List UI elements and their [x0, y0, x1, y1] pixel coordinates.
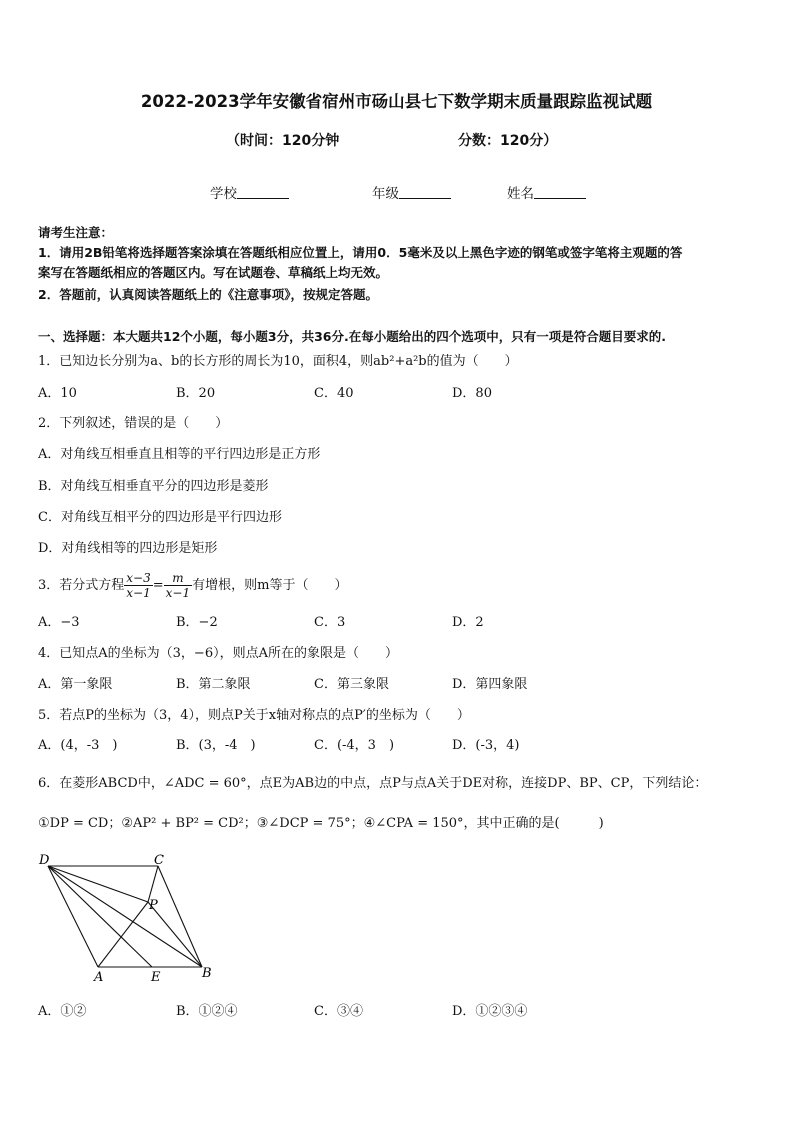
q4-stem: 4．已知点A的坐标为（3，−6），则点A所在的象限是（ ） — [38, 646, 398, 661]
edge-cb — [158, 866, 202, 967]
q3-option-c[interactable]: C．3 — [314, 615, 346, 630]
label-c: C — [154, 853, 164, 868]
school-field[interactable] — [210, 182, 289, 202]
q4-option-c[interactable]: C．第三象限 — [314, 677, 389, 692]
notice-item1-line2: 案写在答题纸相应的答题区内。写在试题卷、草稿纸上均无效。 — [38, 265, 389, 280]
q3-option-a[interactable]: A．−3 — [38, 615, 80, 630]
rhombus-figure — [34, 850, 224, 985]
label-a: A — [94, 970, 104, 985]
q5-option-a[interactable]: A．(4，-3 ) — [38, 738, 118, 753]
exam-title: 2022-2023学年安徽省宿州市砀山县七下数学期末质量跟踪监视试题 — [140, 92, 653, 111]
label-p: P — [149, 898, 158, 913]
q6-stem-line1: 6．在菱形ABCD中，∠ADC = 60°，点E为AB边的中点，点P与点A关于DE对称，连接DP、BP、CP，下列结论： — [38, 776, 708, 791]
q3-frac2-numerator: m — [164, 571, 192, 586]
segment-db — [48, 866, 202, 967]
q1-option-a[interactable]: A．10 — [38, 386, 77, 401]
q6-option-c[interactable]: C．③④ — [314, 1004, 363, 1019]
grade-field[interactable] — [372, 182, 451, 202]
q2-option-d[interactable]: D．对角线相等的四边形是矩形 — [38, 541, 218, 556]
q3-stem-prefix: 3．若分式方程 — [38, 578, 125, 593]
exam-time: （时间：120分钟 — [226, 133, 340, 149]
q5-option-b[interactable]: B．(3，-4 ) — [176, 738, 256, 753]
q3-frac1-numerator: x−3 — [126, 571, 151, 585]
q3-fraction-right — [164, 571, 192, 600]
q5-option-d[interactable]: D．(-3，4) — [452, 738, 520, 753]
q3-option-b[interactable]: B．−2 — [176, 615, 218, 630]
q1-stem: 1．已知边长分别为a、b的长方形的周长为10，面积4，则ab²+a²b的值为（ ） — [38, 354, 518, 369]
q5-option-c[interactable]: C．(-4，3 ) — [314, 738, 395, 753]
school-label: 学校 — [210, 186, 237, 202]
q4-option-a[interactable]: A．第一象限 — [38, 677, 113, 692]
school-blank[interactable] — [237, 186, 289, 199]
q3-stem — [38, 570, 347, 602]
q3-stem-suffix: 有增根，则m等于（ ） — [192, 578, 348, 593]
q5-stem: 5．若点P的坐标为（3，4），则点P关于x轴对称点的点P′的坐标为（ ） — [38, 708, 470, 723]
q3-fraction-left — [124, 571, 152, 600]
grade-blank[interactable] — [399, 186, 451, 199]
section-heading: 一、选择题：本大题共12个小题，每小题3分，共36分.在每小题给出的四个选项中，只有一项是符合题目要求的. — [38, 329, 666, 344]
q2-stem: 2．下列叙述，错误的是（ ） — [38, 416, 229, 431]
q2-option-a[interactable]: A．对角线互相垂直且相等的平行四边形是正方形 — [38, 447, 321, 462]
q1-option-d[interactable]: D．80 — [452, 386, 492, 401]
exam-score: 分数：120分） — [458, 133, 558, 149]
q1-option-b[interactable]: B．20 — [176, 386, 216, 401]
q6-option-a[interactable]: A．①② — [38, 1004, 87, 1019]
q6-stem-line2: ①DP = CD；②AP² + BP² = CD²；③∠DCP = 75°；④∠CPA = 150°，其中正确的是( ) — [38, 816, 604, 831]
q3-equals: = — [152, 578, 164, 593]
name-blank[interactable] — [534, 186, 586, 199]
q1-option-c[interactable]: C．40 — [314, 386, 354, 401]
label-d: D — [39, 853, 50, 868]
q3-frac2-denominator: x−1 — [165, 586, 191, 600]
grade-label: 年级 — [372, 186, 399, 202]
notice-heading: 请考生注意： — [38, 225, 114, 240]
q3-frac1-denominator: x−1 — [126, 586, 151, 600]
label-e: E — [151, 970, 161, 985]
notice-item1-line1: 1．请用2B铅笔将选择题答案涂填在答题纸相应位置上，请用0．5毫米及以上黑色字迹的钢笔或签字笔将主观题的答 — [38, 245, 683, 260]
name-label: 姓名 — [507, 186, 534, 202]
label-b: B — [202, 966, 212, 981]
q3-option-d[interactable]: D．2 — [452, 615, 484, 630]
q6-option-d[interactable]: D．①②③④ — [452, 1004, 528, 1019]
q6-option-b[interactable]: B．①②④ — [176, 1004, 238, 1019]
q2-option-b[interactable]: B．对角线互相垂直平分的四边形是菱形 — [38, 479, 269, 494]
segment-ap — [98, 902, 148, 967]
q2-option-c[interactable]: C．对角线互相平分的四边形是平行四边形 — [38, 510, 282, 525]
notice-item2: 2．答题前，认真阅读答题纸上的《注意事项》，按规定答题。 — [38, 287, 378, 302]
q4-option-b[interactable]: B．第二象限 — [176, 677, 251, 692]
segment-cp — [148, 866, 158, 902]
q4-option-d[interactable]: D．第四象限 — [452, 677, 528, 692]
name-field[interactable] — [507, 182, 586, 202]
